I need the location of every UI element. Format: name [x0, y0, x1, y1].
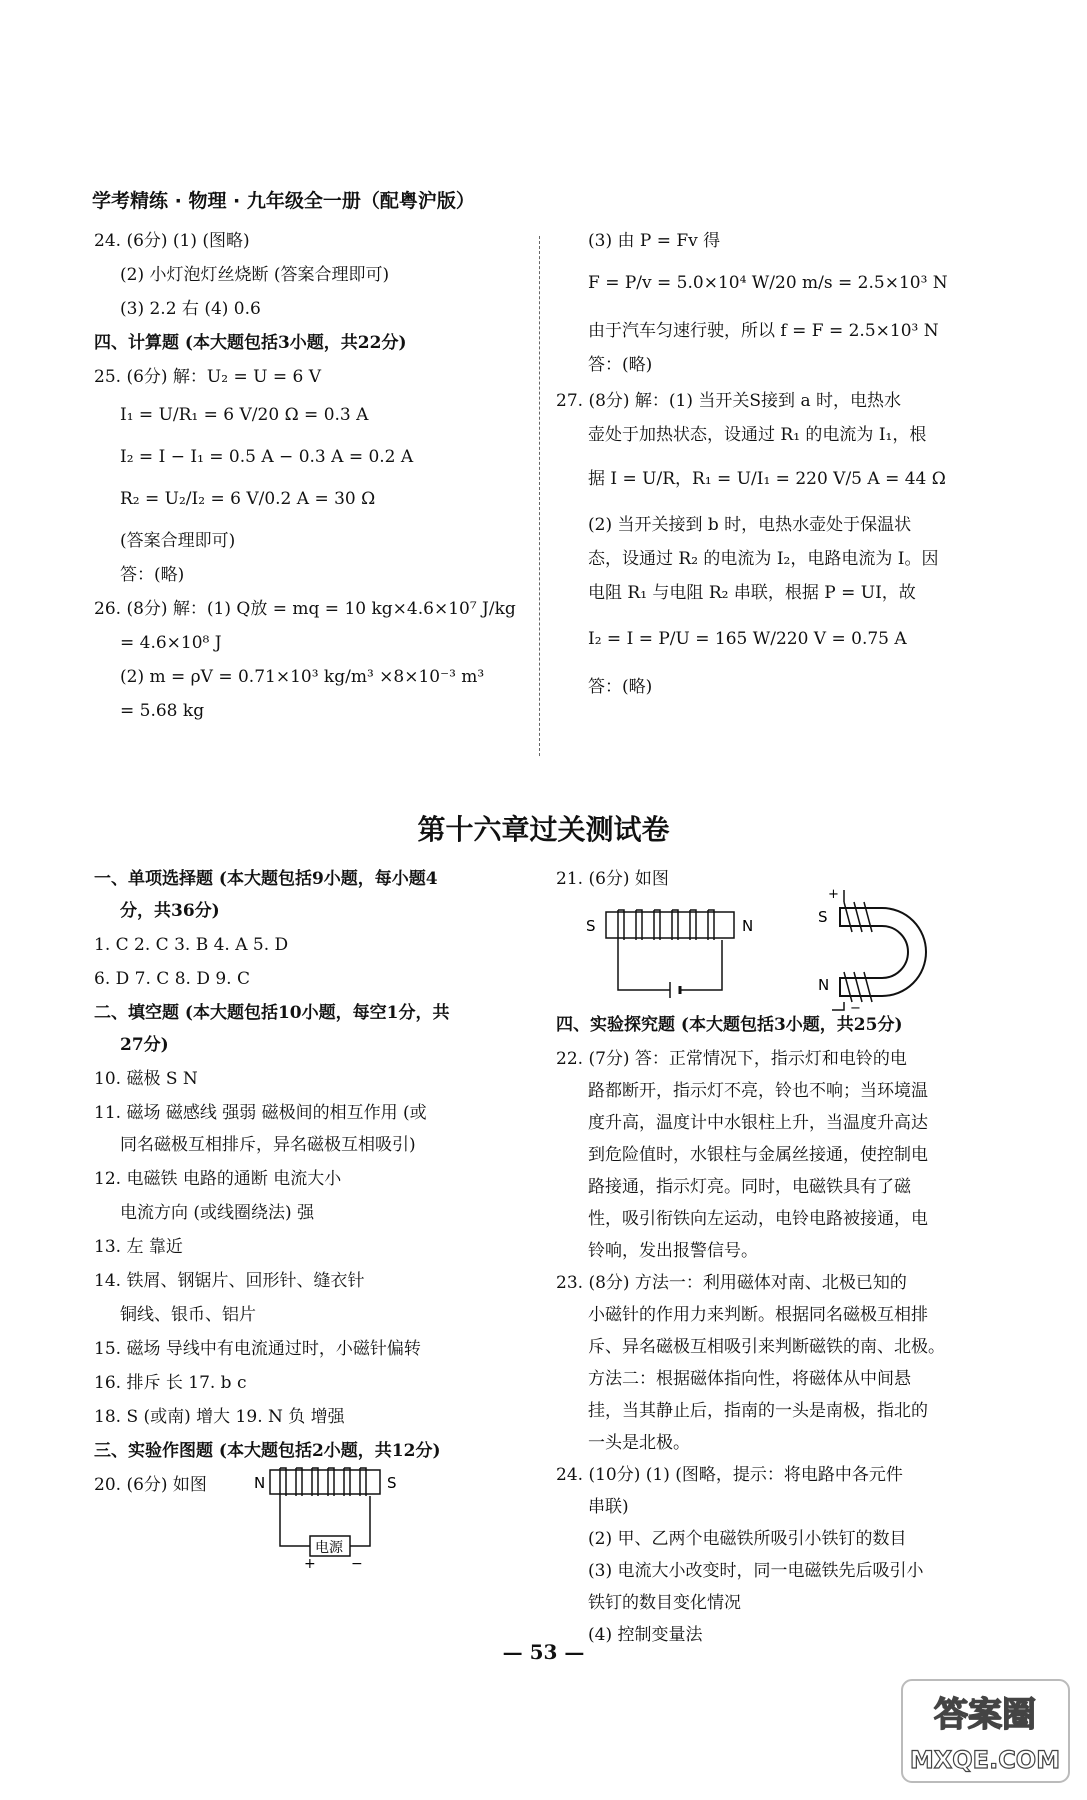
fig21-minus: −: [850, 1001, 861, 1012]
section-heading-fill-cont: 27分): [120, 1035, 169, 1055]
answer-24-line: 24. (6分) (1) (图略): [94, 231, 250, 251]
fig21-plus: +: [828, 887, 839, 902]
choice-answers-row1: 1. C 2. C 3. B 4. A 5. D: [94, 935, 289, 955]
answer-24-part3: (3) 2.2 右 (4) 0.6: [120, 299, 261, 319]
answer-26-part2: (2) m = ρV = 0.71×10³ kg/m³ ×8×10⁻³ m³: [120, 667, 485, 687]
answer-26-reply: 答：(略): [588, 355, 653, 375]
fig21-left-s-label: S: [586, 917, 596, 935]
answer-26-mass: = 5.68 kg: [120, 701, 205, 721]
answer-22-line1: 22. (7分) 答：正常情况下，指示灯和电铃的电: [556, 1049, 907, 1069]
answer-27-part2-line1: (2) 当开关接到 b 时，电热水壶处于保温状: [588, 515, 912, 535]
answer-27-line2: 壶处于加热状态，设通过 R₁ 的电流为 I₁，根: [588, 425, 927, 445]
fig20-n-label: N: [254, 1474, 266, 1492]
answer-26-result: = 4.6×10⁸ J: [120, 633, 222, 653]
answer-25-reply: 答：(略): [120, 565, 185, 585]
figure-20-solenoid: [250, 1462, 410, 1572]
answer-27-part2-line3: 电阻 R₁ 与电阻 R₂ 串联，根据 P = UI，故: [588, 583, 916, 603]
chapter-title: 第十六章过关测试卷: [417, 813, 670, 846]
watermark-top-text: 答案圈: [934, 1695, 1036, 1735]
answer-24b-part4: (4) 控制变量法: [588, 1625, 703, 1645]
answer-25-i2: I₂ = I − I₁ = 0.5 A − 0.3 A = 0.2 A: [120, 447, 414, 467]
answer-24b-part3: (3) 电流大小改变时，同一电磁铁先后吸引小: [588, 1561, 924, 1581]
answer-16-17: 16. 排斥 长 17. b c: [94, 1373, 247, 1393]
force-equation: F = P/v = 5.0×10⁴ W/20 m/s = 2.5×10³ N: [588, 273, 948, 293]
answer-24b-line2: 串联): [588, 1497, 629, 1517]
answer-14: 14. 铁屑、钢锯片、回形针、缝衣针: [94, 1271, 365, 1291]
fig20-source-label: 电源: [315, 1540, 343, 1556]
section-heading-choice: 一、单项选择题 (本大题包括9小题，每小题4: [94, 869, 438, 889]
friction-statement: 由于汽车匀速行驶，所以 f = F = 2.5×10³ N: [588, 321, 939, 341]
answer-11: 11. 磁场 磁感线 强弱 磁极间的相互作用 (或: [94, 1103, 427, 1123]
answer-24-part2: (2) 小灯泡灯丝烧断 (答案合理即可): [120, 265, 390, 285]
answer-26-part3: (3) 由 P = Fv 得: [588, 231, 721, 251]
watermark-bottom-text: MXQE.COM: [909, 1746, 1061, 1774]
answer-23-line4: 方法二：根据磁体指向性，将磁体从中间悬: [588, 1369, 911, 1389]
answer-12-cont: 电流方向 (或线圈绕法) 强: [120, 1203, 315, 1223]
watermark-logo: [898, 1676, 1073, 1786]
section-heading-drawing: 三、实验作图题 (本大题包括2小题，共12分): [94, 1441, 441, 1461]
answer-13: 13. 左 靠近: [94, 1237, 183, 1257]
answer-24b-line1: 24. (10分) (1) (图略，提示：将电路中各元件: [556, 1465, 903, 1485]
figure-21-electromagnets: [582, 886, 942, 1012]
answer-25-note: (答案合理即可): [120, 531, 236, 551]
answer-18-19: 18. S (或南) 增大 19. N 负 增强: [94, 1407, 345, 1427]
answer-27-i2: I₂ = I = P/U = 165 W/220 V = 0.75 A: [588, 629, 907, 649]
answer-22-line7: 铃响，发出报警信号。: [588, 1241, 758, 1261]
fig20-minus: −: [351, 1556, 363, 1572]
answer-23-line1: 23. (8分) 方法一：利用磁体对南、北极已知的: [556, 1273, 907, 1293]
answer-15: 15. 磁场 导线中有电流通过时，小磁针偏转: [94, 1339, 421, 1359]
answer-22-line2: 路都断开，指示灯不亮，铃也不响；当环境温: [588, 1081, 928, 1101]
fig21-right-s-label: S: [818, 908, 828, 926]
answer-27-reply: 答：(略): [588, 677, 653, 697]
answer-24b-part3-cont: 铁钉的数目变化情况: [588, 1593, 741, 1613]
answer-25-r2: R₂ = U₂/I₂ = 6 V/0.2 A = 30 Ω: [120, 489, 376, 509]
section-heading-calc: 四、计算题 (本大题包括3小题，共22分): [94, 333, 407, 353]
answer-11-cont: 同名磁极互相排斥，异名磁极互相吸引): [120, 1135, 416, 1155]
fig20-plus: +: [304, 1556, 316, 1572]
answer-22-line6: 性，吸引衔铁向左运动，电铃电路被接通，电: [588, 1209, 928, 1229]
page-number: — 53 —: [502, 1640, 585, 1664]
answer-20: 20. (6分) 如图: [94, 1475, 207, 1495]
answer-27-line1: 27. (8分) 解：(1) 当开关S接到 a 时，电热水: [556, 391, 901, 411]
answer-23-line6: 一头是北极。: [588, 1433, 690, 1453]
answer-22-line4: 到危险值时，水银柱与金属丝接通，使控制电: [588, 1145, 928, 1165]
answer-14-cont: 铜线、银币、铝片: [120, 1305, 256, 1325]
answer-24b-part2: (2) 甲、乙两个电磁铁所吸引小铁钉的数目: [588, 1529, 907, 1549]
fig21-left-n-label: N: [742, 917, 754, 935]
answer-10: 10. 磁极 S N: [94, 1069, 198, 1089]
book-header: 学考精练 · 物理 · 九年级全一册（配粤沪版）: [92, 190, 475, 212]
section-heading-choice-cont: 分，共36分): [120, 901, 220, 921]
answer-22-line5: 路接通，指示灯亮。同时，电磁铁具有了磁: [588, 1177, 911, 1197]
answer-23-line3: 斥、异名磁极互相吸引来判断磁铁的南、北极。: [588, 1337, 945, 1357]
answer-27-part2-line2: 态，设通过 R₂ 的电流为 I₂，电路电流为 I。因: [588, 549, 939, 569]
fig21-right-n-label: N: [818, 976, 830, 994]
answer-25-line: 25. (6分) 解：U₂ = U = 6 V: [94, 367, 321, 387]
answer-23-line2: 小磁针的作用力来判断。根据同名磁极互相排: [588, 1305, 928, 1325]
answer-25-i1: I₁ = U/R₁ = 6 V/20 Ω = 0.3 A: [120, 405, 369, 425]
section-heading-fill: 二、填空题 (本大题包括10小题，每空1分，共: [94, 1003, 450, 1023]
choice-answers-row2: 6. D 7. C 8. D 9. C: [94, 969, 250, 989]
column-divider: [539, 236, 540, 756]
fig20-s-label: S: [387, 1474, 397, 1492]
answer-12: 12. 电磁铁 电路的通断 电流大小: [94, 1169, 342, 1189]
answer-23-line5: 挂，当其静止后，指南的一头是南极，指北的: [588, 1401, 928, 1421]
answer-27-r1: 据 I = U/R，R₁ = U/I₁ = 220 V/5 A = 44 Ω: [588, 469, 946, 489]
answer-21: 21. (6分) 如图: [556, 869, 669, 889]
answer-22-line3: 度升高，温度计中水银柱上升，当温度升高达: [588, 1113, 928, 1133]
section-heading-experiment: 四、实验探究题 (本大题包括3小题，共25分): [556, 1015, 903, 1035]
answer-26-line: 26. (8分) 解：(1) Q放 = mq = 10 kg×4.6×10⁷ J/kg: [94, 599, 516, 619]
